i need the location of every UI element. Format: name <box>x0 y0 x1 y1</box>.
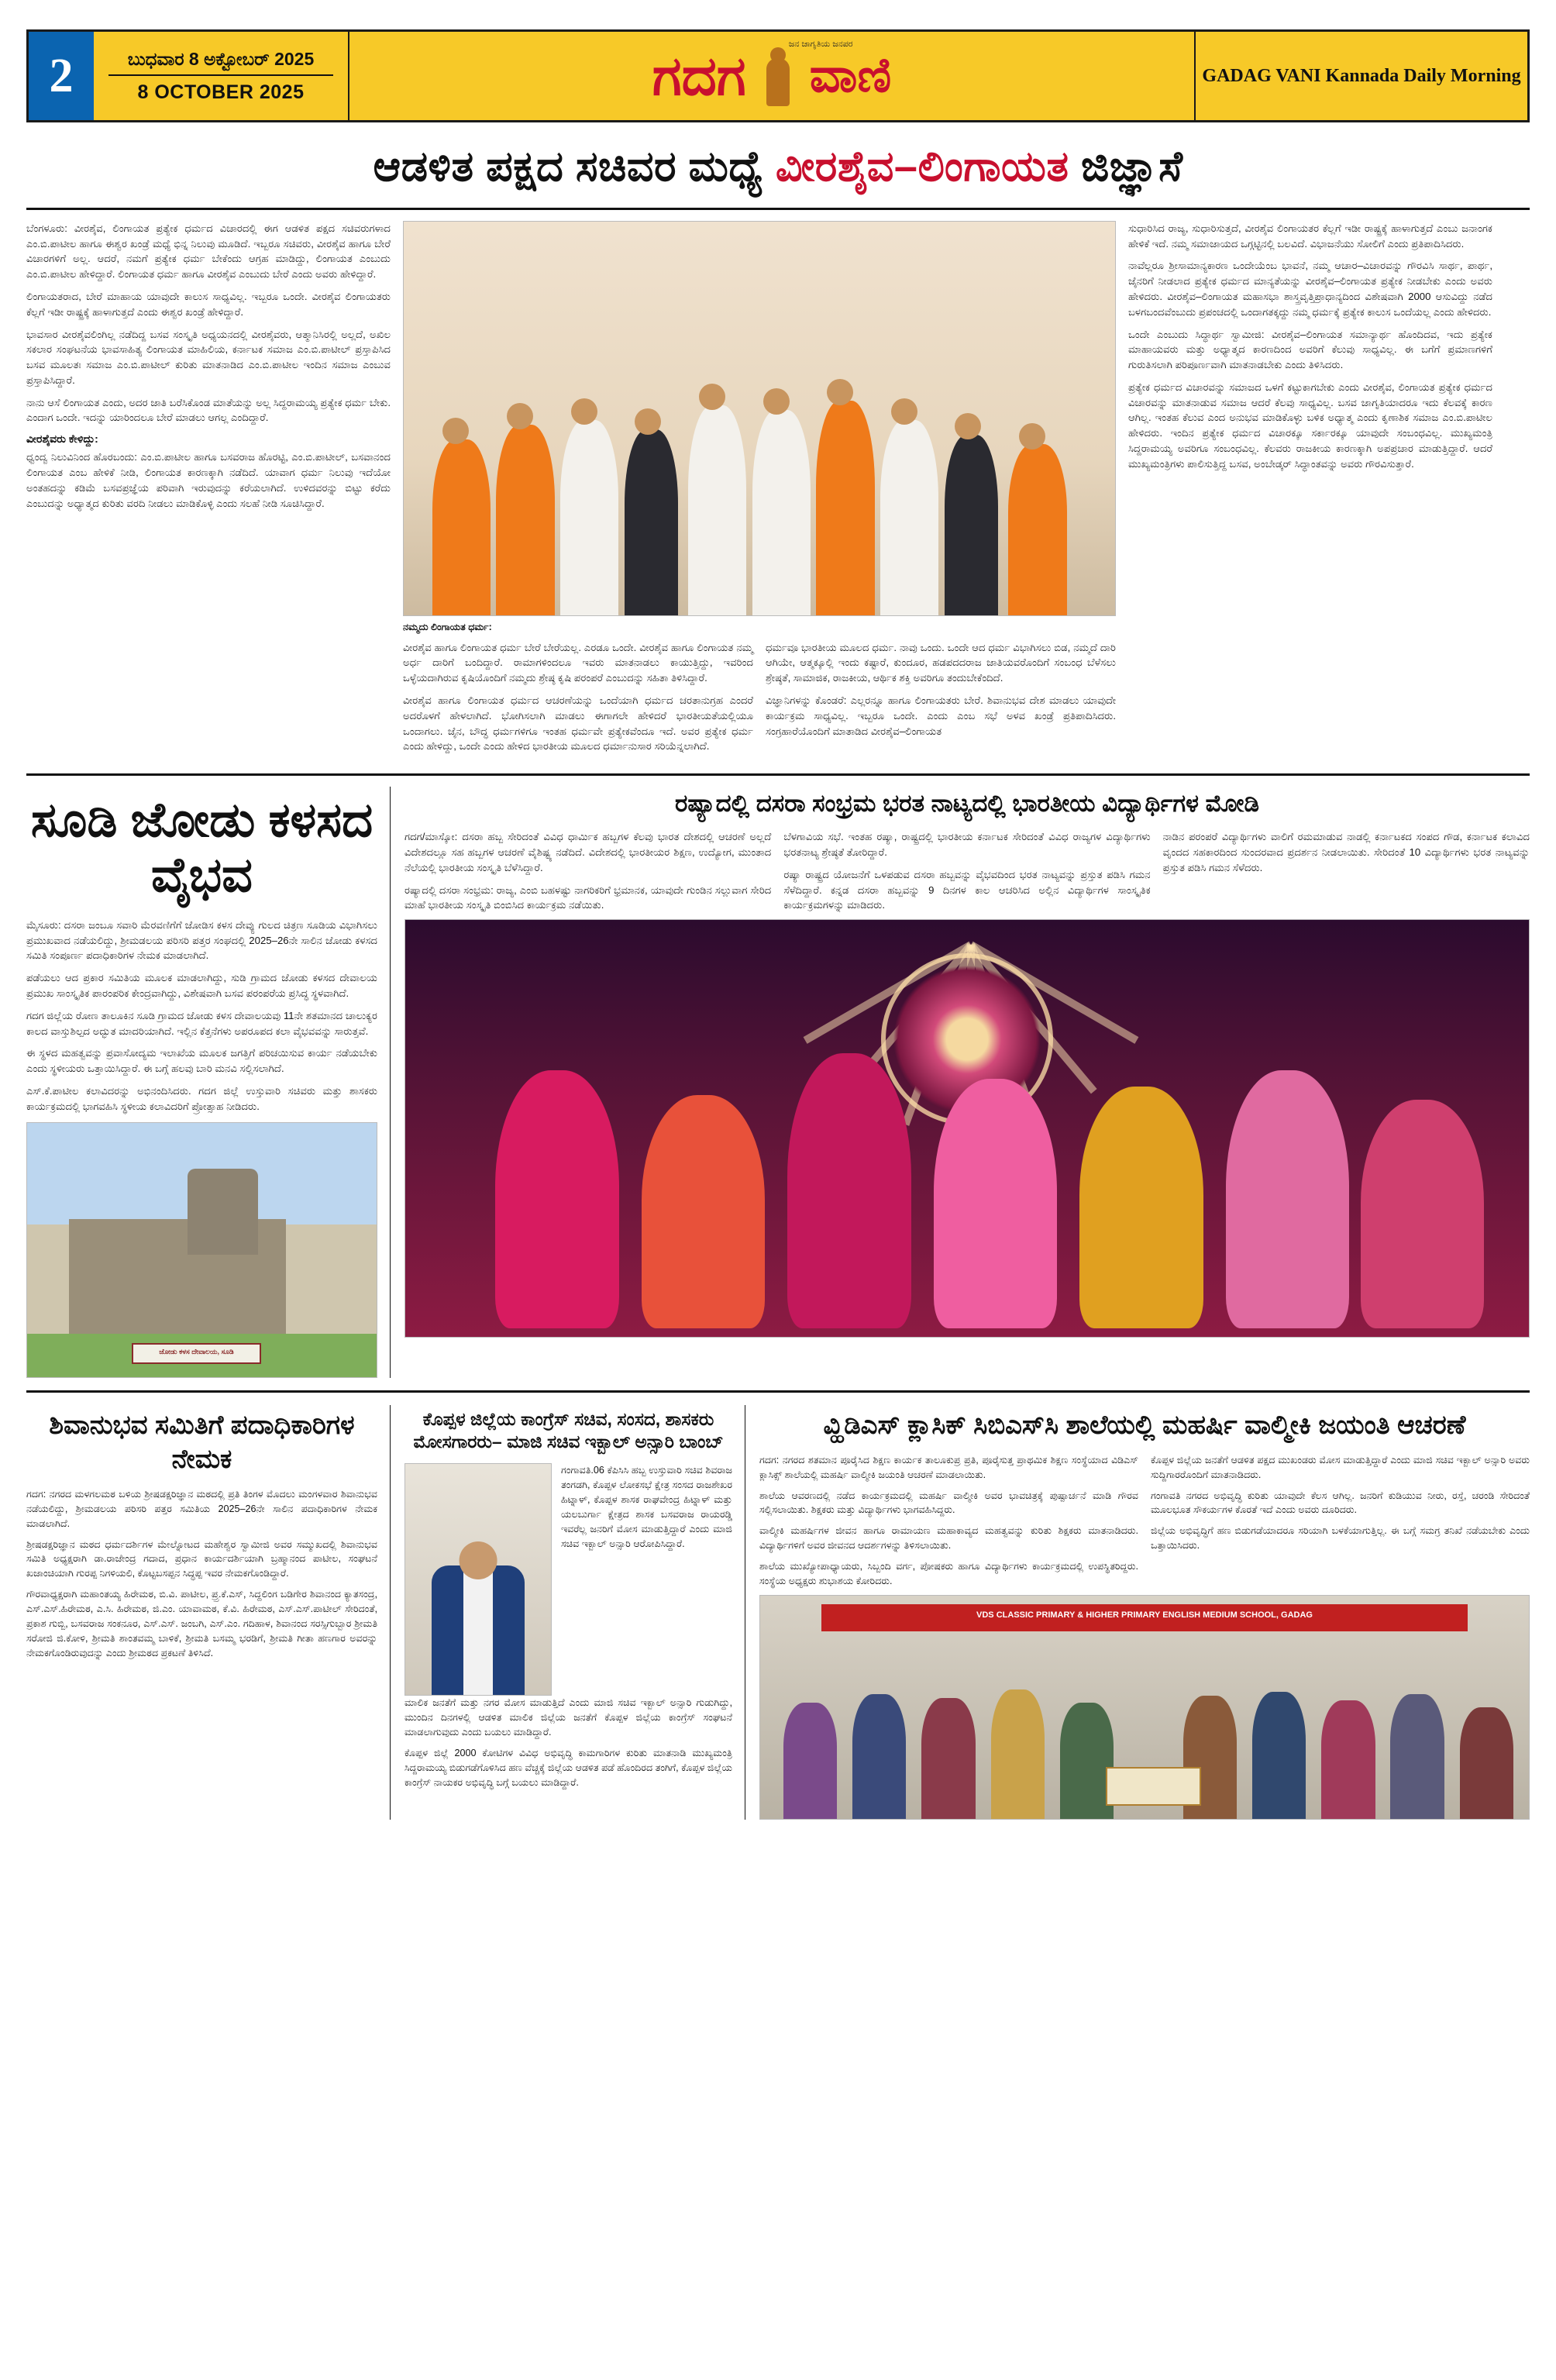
paragraph: ಮೈಸೂರು: ದಸರಾ ಜಂಬೂ ಸವಾರಿ ಮೆರವಣಿಗೆಗೆ ಜೋಡಿಸ ಕಳಸ ದೇವ್ಯು ಗುಲದ ಚಿತ್ರಣ ಸೂಡಿಯ ವಿಭಾಗಿಸಲು ಪ್ರಮುಖವಾದ ನಡೆಯಲಿದ್ದು, ಶ್ರೀಮಡಲಯ ಪರಿಸರಿ ಪತ್ತರ ಸಂಘದಲ್ಲಿ 2025–26ನೇ ಸಾಲಿನ ಜೋಡು ಕಳಸದ ಸಮಿತಿ ಸಂಪೂರ್ಣ ಪದಾಧಿಕಾರಿಗಳ ನೇಮಕ ಮಾಡಲಾಗಿದೆ. <box>26 918 377 962</box>
logo-subtitle: ಜನ ಜಾಗೃತಿಯ ಜನಪರ <box>788 40 853 49</box>
vds-school-story <box>759 1405 1530 1820</box>
paragraph: ಲಿಂಗಾಯತರಾದ, ಬೇರೆ ಮಾಹಾಯ ಯಾವುದೇ ಕಾಲುಸ ಸಾಧ್ಯವಿಲ್ಲ. ಇಬ್ಬರೂ ಒಂದೇ. ವೀರಶೈವ ಲಿಂಗಾಯತರು ಕೆಲ್ಲಗೆ ಇಡೀ ರಾಷ್ಟ್ರಕ್ಕೆ ಹಾಳಾಗುತ್ತದೆ ಎಂದು ಈಶ್ವರ ಖಂಡ್ರೆ ಹೇಳಿದ್ದಾರೆ. <box>26 290 391 318</box>
paragraph: ಕೊಪ್ಪಳ ಜಿಲ್ಲೆಯ ಜನತೆಗೆ ಆಡಳಿತ ಪಕ್ಷದ ಮುಖಂಡರು ಮೋಸ ಮಾಡುತ್ತಿದ್ದಾರೆ ಎಂದು ಮಾಜಿ ಸಚಿವ ಇಕ್ಬಾಲ್ ಅನ್ಸಾರಿ ಅವರು ಸುದ್ದಿಗಾರರೊಂದಿಗೆ ಮಾತನಾಡಿದರು. <box>1151 1454 1530 1480</box>
date-english: 8 OCTOBER 2025 <box>137 81 305 103</box>
school-banner-text: VDS CLASSIC PRIMARY & HIGHER PRIMARY ENGLISH MEDIUM SCHOOL, GADAG <box>976 1610 1313 1621</box>
masthead-tagline: GADAG VANI Kannada Daily Morning <box>1194 32 1527 120</box>
shivanubhava-story <box>26 1405 391 1820</box>
paragraph: ನಾವೆಲ್ಲರೂ ಶ್ರೀಸಾಮಾನ್ಯಕಾರಣ ಒಂದೇಯೆಂಬ ಭಾವನೆ, ನಮ್ಮ ಆಚಾರ–ವಿಚಾರವನ್ನು ಗೌರವಿಸಿ ಸಾರ್ಥ, ಪಾರ್ಥ, ಜೈನರಿಗೆ ನೀಡಲಾದ ಪ್ರತ್ಯೇಕ ಧರ್ಮದ ಮಾನ್ಯತೆಯನ್ನು ವೀರಶೈವ–ಲಿಂಗಾಯತ ಪ್ರತ್ಯೇಕ ನೀಡಬೇಕು ಎಂದು ಅವರು ಹೇಳಿದರು. ವೀರಶೈವ–ಲಿಂಗಾಯತ ಮಹಾಸಭಾ ಶಾಸ್ತ್ರವೃತ್ತಿಪ್ರಾಧಾನ್ಯದಿಂದ ವಿಶೇಷವಾಗಿ 2000 ಆಸುವಿದ್ದು ನಡೆದ ಬಳಗಬಂದವೆಂಬುದು ಪ್ರಪಂಚದಲ್ಲಿ ಒಂದಾಗತಕ್ಕದ್ದು ನಮ್ಮ ಧರ್ಮಕ್ಕೆ ಪ್ರತ್ಯೇಕ ಕಾಲುಸ ಒಂದೆಯಲ್ಲ ಎಂದು ಹೇಳಿದರು. <box>1128 260 1492 318</box>
shivanubhava-headline: ಶಿವಾನುಭವ ಸಮಿತಿಗೆ ಪದಾಧಿಕಾರಿಗಳ ನೇಮಕ <box>49 1410 355 1474</box>
russia-dasara-story <box>404 787 1530 1377</box>
newspaper-logo <box>349 32 1194 120</box>
paragraph: ಸುಧಾರಿಸಿದ ರಾಜ್ಯ, ಸುಧಾರಿಸುತ್ತದೆ, ವೀರಶೈವ ಲಿಂಗಾಯತರ ಕೆಲ್ಲಗೆ ಇಡೀ ರಾಷ್ಟ್ರಕ್ಕೆ ಹಾಳಾಗುತ್ತದೆ ಎಂಬು ಜನಾಂಗಕ ಹೇಳಿಕೆ ಇದೆ. ನಮ್ಮ ಸಮಾಜಾಯದ ಒಗ್ಗಟ್ಟಿನಲ್ಲಿ ಬಲವಿದೆ. ವಿಭಾಜನೆಯು ಸೋಲಿಗೆ ಎಂದು ಪ್ರತಿಪಾದಿಸಿದರು. <box>1128 222 1492 250</box>
paragraph: ಒಂದೇ ಎಂಬುದು ಸಿದ್ಧಾರ್ಥ ಸ್ವಾಮೀಜಿ: ವೀರಶೈವ–ಲಿಂಗಾಯತ ಸಮಾನ್ಯಾರ್ಥ ಹೊಂದಿದವ, ಇದು ಪ್ರತ್ಯೇಕ ಮಾಹಾಯವರು ಮತ್ತು ಅಧ್ಯಾತ್ಮದ ಕಾರಣದಿಂದ ಅವರಿಗೆ ಕೆಲುವು ಸಾಧ್ಯವಿಲ್ಲ. ಈ ಬಗೆಗೆ ಪ್ರಮಾಣಗಳಿಗೆ ಗುರುತಿಸಲಾಗಿ ಪರಿಪೂರ್ಣವಾಗಿ ಮಾತನಾಡಬೇಕು ಎಂದು ತಿಳಿಸಿದರು. <box>1128 328 1492 371</box>
school-group-photo <box>759 1595 1530 1820</box>
paragraph: ರಷ್ಯಾದಲ್ಲಿ ದಸರಾ ಸಂಭ್ರಮ: ರಾಜ್ಯ, ಎಂಬಿ ಬಹಳಷ್ಟು ನಾಗರಿಕರಿಗೆ ಭ್ರಮಾನಕ, ಯಾವುದೇ ಗುಂಡಿನ ಸಲ್ಲುವಾಗ ಸೇರಿದ ಮಾಹೆ ಭಾರತೀಯ ಸಂಸ್ಕೃತಿ ಬಿಂಬಿಸಿದ ಕಾರ್ಯಕ್ರಮ ನಡೆಯಿತು. <box>404 883 772 911</box>
sub-headline: ವೀರಶೈವರು ಕೇಳಿದ್ದು: <box>26 432 98 446</box>
paragraph: ಶ್ರೀಷಡಕ್ಷರಿಜ್ಞಾನ ಮಠದ ಧರ್ಮದರ್ಶಿಗಳ ಮೇಲ್ನೋಟದ ಮಹೇಶ್ವರ ಸ್ವಾಮೀಜಿ ಅವರ ಸಮ್ಮುಖದಲ್ಲಿ ಶಿವಾನುಭವ ಸಮಿತಿ ಅಧ್ಯಕ್ಷರಾಗಿ ಡಾ.ರಾಜೇಂದ್ರ ಗದಾದ, ಪ್ರಧಾನ ಕಾರ್ಯದರ್ಶಿಯಾಗಿ ಬ್ರಹ್ಮಾನಂದ ಪಾಟೀಲ, ಸಂಘಟನೆ ಖಜಾಂಚಿಯಾಗಿ ಗುರಪ್ಪ ನಿಗಳಿಯಲಿ, ಕೊಟ್ಟಬಸಪ್ಪನ ಸಿದ್ಧಪ್ಪ ಇವರ ನೇಮಕಗೊಂಡಿದ್ದಾರೆ. <box>26 1538 377 1579</box>
divider <box>26 1390 1530 1393</box>
section-three <box>26 1405 1530 1820</box>
paragraph: ಬೆಳಗಾವಿಯ ಸಭೆ. ಇಂತಹ ರಷ್ಯಾ, ರಾಷ್ಟ್ರದಲ್ಲಿ ಭಾರತೀಯ ಕರ್ನಾಟಕ ಸೇರಿದಂತೆ ವಿವಿಧ ರಾಜ್ಯಗಳ ವಿದ್ಯಾರ್ಥಿಗಳು ಭರತನಾಟ್ಯ ಶ್ರೇಷ್ಠತೆ ತೋರಿದ್ದಾರೆ. <box>783 831 1151 858</box>
logo-vani-text: ವಾಣಿ <box>809 49 892 102</box>
russia-headline: ರಷ್ಯಾದಲ್ಲಿ ದಸರಾ ಸಂಭ್ರಮ ಭರತ ನಾಟ್ಯದಲ್ಲಿ ಭಾರತೀಯ ವಿದ್ಯಾರ್ಥಿಗಳ ಮೋಡಿ <box>674 790 1260 818</box>
paragraph: ಪಡೆಯಲು ಆದ ಪ್ರಕಾರ ಸಮಿತಿಯ ಮೂಲಕ ಮಾಡಲಾಗಿದ್ದು, ಸುಡಿ ಗ್ರಾಮದ ಜೋಡು ಕಳಸದ ದೇವಾಲಯ ಪ್ರಮುಖ ಸಾಂಸ್ಕೃತಿಕ ಪಾರಂಪರಿಕ ಕೇಂದ್ರವಾಗಿದ್ದು, ವಿಶೇಷವಾಗಿ ಬಸವ ಪರಂಪರೆಯ ಪ್ರಸಿದ್ಧ ಸ್ಥಳವಾಗಿದೆ. <box>26 972 377 999</box>
paragraph: ವೀರಶೈವ ಹಾಗೂ ಲಿಂಗಾಯತ ಧರ್ಮದ ಆಚರಣೆಯನ್ನು ಒಂದೆಯಾಗಿ ಧರ್ಮದ ಚರತಾನುಗ್ರಹ ಎಂದರೆ ಅದರೊಳಗೆ ಹೇಳಲಾಗಿದೆ. ಭೋಗಿಸಲಾಗಿ ಮಾಡಲು ಈಗಾಗಲೇ ಹೇಳಿದರೆ ಭಾರತೀಯತೆಯಲ್ಲಿಯೂ ಒಂದಾಗಲು. ಜೈನ, ಬೌದ್ಧ ಧರ್ಮಗಳಿಗೂ ಇಂತಹ ಧರ್ಮವೇ ಪ್ರತ್ಯೇಕವೆಂದೂ ಇದೆ. ಅವರ ಪ್ರತ್ಯೇಕ ಧರ್ಮ ಎಂದು ಹೇಳಿದ್ದು, ಒಂದೇ ಎಂದು ಹೇಳಿದ ಭಾರತೀಯ ಮೂಲದ ಧರ್ಮಾನುಸಾರ ಸರಿಯೆನ್ನಲಾಗಿದೆ. <box>403 694 753 753</box>
lead-story <box>26 221 1530 761</box>
divider <box>26 773 1530 776</box>
paragraph: ನಾನು ಆಸೆ ಲಿಂಗಾಯತ ಎಂದು, ಅದರ ಜಾತಿ ಬರೆಸಿಕೊಂಡ ಮಾತೆಯನ್ನು ಅಲ್ಲ ಸಿದ್ದರಾಮಯ್ಯ ಪ್ರತ್ಯೇಕ ಧರ್ಮ ಬೇಕು. ಎಂದಾಗ ಒಂದೇ. ಇದನ್ನು ಯಾರಿಂದಲೂ ಬೇರೆ ಮಾಡಲು ಆಗಲ್ಲ ಎಂದಿದ್ದಾರೆ. <box>26 396 391 424</box>
paragraph: ಗದಗ/ಮಾಸ್ಕೋ: ದಸರಾ ಹಬ್ಬ ಸೇರಿದಂತೆ ವಿವಿಧ ಧಾರ್ಮಿಕ ಹಬ್ಬಗಳ ಕೆಲವು ಭಾರತ ದೇಶದಲ್ಲಿ ಆಚರಣೆ ಅಲ್ಲದೆ ವಿದೇಶದಲ್ಲೂ ಸಹ ಹಬ್ಬಗಳ ಆಚರಣೆ ವೈಶಿಷ್ಟ್ಯ ನಡೆದಿದೆ. ವಿದೇಶದಲ್ಲಿ ಭಾರತೀಯರ ಶಿಕ್ಷಣ, ಉದ್ಯೋಗ, ಮುಂತಾದ ನೆಲೆಯಲ್ಲಿ ಭಾರತೀಯ ಸಂಸ್ಕೃತಿ ಬೆಳೆಸಿದ್ದಾರೆ. <box>404 831 772 873</box>
portrait-photo <box>404 1463 552 1696</box>
lead-right-column <box>1128 221 1492 761</box>
paragraph: ಗದಗ ಜಿಲ್ಲೆಯ ರೋಣ ತಾಲೂಕಿನ ಸೂಡಿ ಗ್ರಾಮದ ಜೋಡು ಕಳಸ ದೇವಾಲಯವು 11ನೇ ಶತಮಾನದ ಚಾಲುಕ್ಯರ ಕಾಲದ ವಾಸ್ತುಶಿಲ್ಪದ ಅದ್ಭುತ ಮಾದರಿಯಾಗಿದೆ. ಇಲ್ಲಿನ ಕೆತ್ತನೆಗಳು ಅಪರೂಪದ ಕಲಾ ವೈಭವವನ್ನು ಸಾರುತ್ತವೆ. <box>26 1009 377 1037</box>
temple-photo <box>26 1122 377 1378</box>
headline-part-3: ಜಿಜ್ಞಾಸೆ <box>1069 143 1183 190</box>
paragraph: ವಾಲ್ಮೀಕಿ ಮಹರ್ಷಿಗಳ ಜೀವನ ಹಾಗೂ ರಾಮಾಯಣ ಮಹಾಕಾವ್ಯದ ಮಹತ್ವವನ್ನು ಕುರಿತು ಶಿಕ್ಷಕರು ಮಾತನಾಡಿದರು. ವಿದ್ಯಾರ್ಥಿಗಳಿಗೆ ಅವರ ಜೀವನದ ಆದರ್ಶಗಳನ್ನು ತಿಳಿಸಲಾಯಿತು. <box>759 1525 1138 1552</box>
paragraph: ಗಂಗಾವತಿ.06 ಕೆಪಿಸಿಸಿ ಹಬ್ಬ ಉಸ್ತುವಾರಿ ಸಚಿವ ಶಿವರಾಜ ತಂಗಡಗಿ, ಕೊಪ್ಪಳ ಲೋಕಸಭೆ ಕ್ಷೇತ್ರ ಸಂಸದ ರಾಜಶೇಖರ ಹಿಟ್ನಾಳ್, ಕೊಪ್ಪಳ ಶಾಸಕ ರಾಘವೇಂದ್ರ ಹಿಟ್ನಾಳ್ ಮತ್ತು ಯಲಬುರ್ಗಾ ಕ್ಷೇತ್ರದ ಶಾಸಕ ಬಸವರಾಜ ರಾಯರಡ್ಡಿ ಇವರೆಲ್ಲ ಜನರಿಗೆ ಮೋಸ ಮಾಡುತ್ತಿದ್ದಾರೆ ಎಂದು ಮಾಜಿ ಸಚಿವ ಇಕ್ಬಾಲ್ ಅನ್ಸಾರಿ ಆರೋಪಿಸಿದ್ದಾರೆ. <box>561 1465 732 1549</box>
paragraph: ಬೆಂಗಳೂರು: ವೀರಶೈವ, ಲಿಂಗಾಯತ ಪ್ರತ್ಯೇಕ ಧರ್ಮದ ವಿಚಾರದಲ್ಲಿ ಈಗ ಆಡಳಿತ ಪಕ್ಷದ ಸಚಿವರುಗಳಾದ ಎಂ.ಬಿ.ಪಾಟೀಲ ಹಾಗೂ ಈಶ್ವರ ಖಂಡ್ರೆ ಮಧ್ಯೆ ಭಿನ್ನ ನಿಲುವು ಮೂಡಿದೆ. ಇಬ್ಬರೂ ಸಚಿವರು, ವೀರಶೈವ ಹಾಗೂ ಬೇರೆ ವಿಚಾರಗಳಿಗೆ ಅಲ್ಲ. ಆದರೆ, ನಮಗೆ ಪ್ರತ್ಯೇಕ ಧರ್ಮ ಬೇಕೆಂದು ಆಗ್ರಹ ಮಾಡಿದ್ದು, ಲಿಂಗಾಯತ ಎಂಬುದು ಎಂ.ಬಿ.ಪಾಟೀಲ ಹೇಳಿದ್ದಾರೆ. ಲಿಂಗಾಯತ ಧರ್ಮ ಹಾಗೂ ವೀರಶೈವ ಎಂಬುದು ಬೇರೆ ಎಂದು ಅವರು ಹೇಳಿದ್ದಾರೆ. <box>26 222 391 281</box>
date-block <box>94 32 349 120</box>
paragraph: ನಾಡಿನ ಪರಂಪರೆ ವಿದ್ಯಾರ್ಥಿಗಳು ವಾಲಿಗೆ ರಮಮಾಡುವ ನಾಡಲ್ಲಿ ಕರ್ನಾಟಕದ ಸಂಪದ ಗೌಡ, ಕರ್ನಾಟಕ ಕಲಾವಿದ ವೃಂದದ ಸಹಕಾರದಿಂದ ಸುಂದರವಾದ ಪ್ರದರ್ಶನ ನೀಡಲಾಯಿತು. ಸೇರಿದಂತೆ 10 ವಿದ್ಯಾರ್ಥಿಗಳು ಭರತ ನಾಟ್ಯವನ್ನು ಪ್ರಸ್ತುತ ಪಡಿಸಿ ಗಮನ ಸೆಳೆದರು. <box>1162 831 1530 873</box>
vds-headline: ವ್ಹಿಡಿಎಸ್ ಕ್ಲಾಸಿಕ್ ಸಿಬಿಎಸ್‌ಸಿ ಶಾಲೆಯಲ್ಲಿ ಮಹರ್ಷಿ ವಾಲ್ಮೀಕಿ ಜಯಂತಿ ಆಚರಣೆ <box>823 1410 1466 1440</box>
paragraph: ಮಾಲಿಕ ಜನತೆಗೆ ಮತ್ತು ನಗರ ಮೋಸ ಮಾಡುತ್ತಿದೆ ಎಂದು ಮಾಜಿ ಸಚಿವ ಇಕ್ಬಾಲ್ ಅನ್ಸಾರಿ ಗುಡುಗಿದ್ದು, ಮುಂದಿನ ದಿನಗಳಲ್ಲಿ ಆಡಳಿತ ಮಾಲಿಕ ಜಿಲ್ಲೆಯ ಜನತೆಗೆ ಕೊಪ್ಪಳ ಜಿಲ್ಲೆಯ ಕಾಂಗ್ರೆಸ್ ಸಂಘಟನೆ ಮಾಡಲಾಗುವುದು ಎಂದು ಬಯಲು ಮಾಡಿದ್ದಾರೆ. <box>404 1697 732 1738</box>
page-number: 2 <box>29 32 94 120</box>
paragraph: ಧ್ವಂದ್ವ ನಿಲುವಿನಿಂದ ಹೊರಬಂದು: ಎಂ.ಬಿ.ಪಾಟೀಲ ಹಾಗೂ ಬಸವರಾಜ ಹೊರಟ್ಟಿ, ಎಂ.ಬಿ.ಪಾಟೀಲ್, ಬಸವಾನಂದ ಲಿಂಗಾಯತ ಎಂಬ ಹೇಳಿಕೆ ನೀಡಿ, ಲಿಂಗಾಯತ ಕಾರಣಕ್ಕಾಗಿ ನಡೆದಿದೆ. ಯಾವಾಗ ಧರ್ಮ ನಿಲುವು ಇದೆಯೋ ಅಂತಹದನ್ನು ಕಡಿಮೆ ಬಸವಪ್ರಜ್ಞೆಯ ಪರಿವಾಗಿ ಇರುವುದನ್ನು ಕರೆಯಲಾಗಿದೆ. ಉಳಿದವರನ್ನು ಬಿಟ್ಟು ಕರೆದು ಎಂಬುದನ್ನು ಅಧ್ಯಾತ್ಮದ ಕುರಿತು ವರದಿ ನೀಡಲು ಮಾಡಿಕೊಳ್ಳಿ ಎಂದು ಸಲಹೆ ನೀಡಿ ಸೂಚಿಸಿದ್ದಾರೆ. <box>26 451 391 509</box>
date-kannada: ಬುಧವಾರ 8 ಅಕ್ಟೋಬರ್ 2025 <box>108 49 334 76</box>
paragraph: ಕೊಪ್ಪಳ ಜಿಲ್ಲೆ 2000 ಕೋಟಿಗಳ ವಿವಿಧ ಅಭಿವೃದ್ಧಿ ಕಾಮಗಾರಿಗಳ ಕುರಿತು ಮಾತನಾಡಿ ಮುಖ್ಯಮಂತ್ರಿ ಸಿದ್ದರಾಮಯ್ಯ ಬಿಡುಗಡೆಗೊಳಿಸಿದ ಹಣ ವೆಚ್ಚಕ್ಕೆ ಜಿಲ್ಲೆಯ ಆಡಳಿತ ಪಡೆ ಹೊಂದಿರದ ತಂಗಿಗೆ, ಕೊಪ್ಪಳ ಜಿಲ್ಲೆಯ ಕಾಂಗ್ರೆಸ್ ನಾಯಕರ ಅಭಿವೃದ್ಧಿ ಬಗ್ಗೆ ಬಯಲು ಮಾಡಿದ್ದಾರೆ. <box>404 1747 732 1788</box>
sudi-story <box>26 787 391 1377</box>
paragraph: ಶಾಲೆಯ ಆವರಣದಲ್ಲಿ ನಡೆದ ಕಾರ್ಯಕ್ರಮದಲ್ಲಿ ಮಹರ್ಷಿ ವಾಲ್ಮೀಕಿ ಅವರ ಭಾವಚಿತ್ರಕ್ಕೆ ಪುಷ್ಪಾರ್ಚನೆ ಮಾಡಿ ಗೌರವ ಸಲ್ಲಿಸಲಾಯಿತು. ಶಿಕ್ಷಕರು ಮತ್ತು ವಿದ್ಯಾರ್ಥಿಗಳು ಭಾಗವಹಿಸಿದ್ದರು. <box>759 1490 1138 1516</box>
paragraph: ಗಂಗಾವತಿ ನಗರದ ಅಭಿವೃದ್ಧಿ ಕುರಿತು ಯಾವುದೇ ಕೆಲಸ ಆಗಿಲ್ಲ. ಜನರಿಗೆ ಕುಡಿಯುವ ನೀರು, ರಸ್ತೆ, ಚರಂಡಿ ಸೇರಿದಂತೆ ಮೂಲಭೂತ ಸೌಕರ್ಯಗಳ ಕೊರತೆ ಇದೆ ಎಂದು ಅವರು ದೂರಿದರು. <box>1151 1490 1530 1516</box>
paragraph: ಗದಗ: ನಗರದ ಶತಮಾನ ಪೂರೈಸಿದ ಶಿಕ್ಷಣ ಕಾರ್ಯಕ ತಾಲೂಕುಪ್ರ ಪ್ರತಿ, ಪೂರೈಸುತ್ತ ಪ್ರಾಥಮಿಕ ಶಿಕ್ಷಣ ಸಂಸ್ಥೆಯಾದ ವಿಡಿಎಸ್ ಕ್ಲಾಸಿಕ್ಸ್ ಶಾಲೆಯಲ್ಲಿ ಮಹರ್ಷಿ ವಾಲ್ಮೀಕಿ ಜಯಂತಿ ಆಚರಣೆ ಮಾಡಲಾಯಿತು. <box>759 1454 1138 1480</box>
russia-body <box>404 829 1530 913</box>
sudi-headline: ಸೂಡಿ ಜೋಡು ಕಳಸದ ವೈಭವ <box>30 794 374 903</box>
paragraph: ಶಾಲೆಯ ಮುಖ್ಯೋಪಾಧ್ಯಾಯರು, ಸಿಬ್ಬಂದಿ ವರ್ಗ, ಪೋಷಕರು ಹಾಗೂ ವಿದ್ಯಾರ್ಥಿಗಳು ಕಾರ್ಯಕ್ರಮದಲ್ಲಿ ಉಪಸ್ಥಿತರಿದ್ದರು. ಸಂಸ್ಥೆಯ ಅಧ್ಯಕ್ಷರು ಶುಭಾಶಯ ಕೋರಿದರು. <box>759 1561 1138 1586</box>
section-two <box>26 787 1530 1377</box>
paragraph: ಧರ್ಮವೂ ಭಾರತೀಯ ಮೂಲದ ಧರ್ಮ. ನಾವು ಒಂದು. ಒಂದೇ ಆದ ಧರ್ಮ ವಿಭಾಗಿಸಲು ಬಿಡ, ನಮ್ಮದೆ ದಾರಿ ಆಗಿಯೇ, ಆತ್ಮಕ್ಕೂಲ್ಲಿ ಇಂದು ಕಷ್ಟಾರೆ, ಕುಂದೂರ, ಹಡಪದದರಾಜ ಜಾತಿಯವರೊಂದಿಗೆ ಸಂಬಂಧ ಬೆಳೆಸಲು ಶ್ರೇಷ್ಠತೆ, ಸಾಮಾಜಿಕ, ರಾಜಕೀಯ, ಆರ್ಥಿಕ ಶಕ್ತಿ ಅವರಿಗೂ ತಂದುಬೇಕೆಂದಿದೆ. <box>766 641 1116 684</box>
paragraph: ವೀರಶೈವ ಹಾಗೂ ಲಿಂಗಾಯತ ಧರ್ಮ ಬೇರೆ ಬೇರೆಯಲ್ಲ. ಎರಡೂ ಒಂದೇ. ವೀರಶೈವ ಹಾಗೂ ಲಿಂಗಾಯತ ನಮ್ಮ ಅರ್ಧ ದಾರಿಗೆ ಬಂದಿದ್ದಾರೆ. ರಾಮಾಗಳಿಂದಲೂ ಇವರು ಮಾತನಾಡಲು ಕಾಯುತ್ತಿದ್ದು, ಇವರಿಂದ ಒಳ್ಳೆಯದಾಗಿರುವ ಕೃಷಿಯೊಂದಿಗೆ ನಮ್ಮದು ಶ್ರೇಷ್ಠ ಕೃಷಿ ಪರಂಪರೆ ಎಂಬುದನ್ನು ಸಹಿತಾ ತಿಳಿಸಿದ್ದಾರೆ. <box>403 641 753 684</box>
paragraph: ಜಿಲ್ಲೆಯ ಅಭಿವೃದ್ಧಿಗೆ ಹಣ ಬಿಡುಗಡೆಯಾದರೂ ಸರಿಯಾಗಿ ಬಳಕೆಯಾಗುತ್ತಿಲ್ಲ. ಈ ಬಗ್ಗೆ ಸಮಗ್ರ ತನಿಖೆ ನಡೆಯಬೇಕು ಎಂದು ಒತ್ತಾಯಿಸಿದರು. <box>1151 1525 1530 1552</box>
lead-headline <box>26 143 1530 192</box>
paragraph: ರಷ್ಯಾ ರಾಷ್ಟ್ರದ ಯೋಜನೆಗೆ ಒಳಪಡುವ ದಸರಾ ಹಬ್ಬವನ್ನು ವೈಭವದಿಂದ ಭರತ ನಾಟ್ಯವನ್ನು ಪ್ರಸ್ತುತ ಪಡಿಸಿ ಗಮನ ಸೆಳೆದಿದ್ದಾರೆ. ಕನ್ನಡ ದಸರಾ ಹಬ್ಬವನ್ನು 9 ದಿನಗಳ ಕಾಲ ಆಚರಿಸಿದ ಅಲ್ಲಿನ ವಿದ್ಯಾರ್ಥಿಗಳ ಸಾಂಸ್ಕೃತಿಕ ಕಾರ್ಯಕ್ರಮಗಳನ್ನು ಮಾಡಿದರು. <box>783 868 1151 911</box>
masthead <box>26 29 1530 122</box>
temple-sign-text: ಜೋಡು ಕಳಸ ದೇವಾಲಯ, ಸೂಡಿ <box>159 1348 234 1356</box>
dance-photo <box>404 919 1530 1338</box>
paragraph: ಎಸ್.ಕೆ.ಪಾಟೀಲ ಕಲಾವಿದರನ್ನು ಅಭಿನಂದಿಸಿದರು. ಗದಗ ಜಿಲ್ಲೆ ಉಸ್ತುವಾರಿ ಸಚಿವರು ಮತ್ತು ಶಾಸಕರು ಕಾರ್ಯಕ್ರಮದಲ್ಲಿ ಭಾಗವಹಿಸಿ ಸ್ಥಳೀಯ ಕಲಾವಿದರಿಗೆ ಪ್ರೋತ್ಸಾಹ ನೀಡಿದರು. <box>26 1084 377 1112</box>
photo-caption: ನಮ್ಮದು ಲಿಂಗಾಯತ ಧರ್ಮ: <box>403 621 492 632</box>
paragraph: ಈ ಸ್ಥಳದ ಮಹತ್ವವನ್ನು ಪ್ರವಾಸೋದ್ಯಮ ಇಲಾಖೆಯ ಮೂಲಕ ಜಗತ್ತಿಗೆ ಪರಿಚಯಿಸುವ ಕಾರ್ಯ ನಡೆಯಬೇಕು ಎಂದು ಸ್ಥಳೀಯರು ಒತ್ತಾಯಿಸಿದ್ದಾರೆ. ಈ ಬಗ್ಗೆ ಹಲವು ಬಾರಿ ಮನವಿ ಸಲ್ಲಿಸಲಾಗಿದೆ. <box>26 1047 377 1075</box>
koppal-headline: ಕೊಪ್ಪಳ ಜಿಲ್ಲೆಯ ಕಾಂಗ್ರೆಸ್ ಸಚಿವ, ಸಂಸದ, ಶಾಸಕರು ಮೋಸಗಾರರು– ಮಾಜಿ ಸಚಿವ ಇಕ್ಬಾಲ್ ಅನ್ಸಾರಿ ಬಾಂಬ್ <box>413 1408 724 1452</box>
paragraph: ಭಾವಸಾರ ವೀರಶೈವಲಿಂಗಿಲ್ಲ ನಡೆದಿದ್ದ ಬಸವ ಸಂಸ್ಕೃತಿ ಅಧ್ಯಯನದಲ್ಲಿ ವೀರಶೈವರು, ಆತ್ಮಾನಿಸಿರಲ್ಲಿ ಅಲ್ಲದೆ, ಅಖಿಲ ಸಕಲಾರ ಸಂಘಟನೆಯ ಭಾವಸಾಹಿತ್ಯ ಲಿಂಗಾಯತ ಮಾಹಿಲಿಯ, ಕರ್ನಾಟಕ ಸಮಾಜ ಎಂ.ಬಿ.ಪಾಟೀಲ್ ಪ್ರಸ್ತಾಪಿಸಿದ ಬಸವ ಮೂಲತಃ ಸಮಾಜ ಎಂ.ಬಿ.ಪಾಟೀಲ್ ಕುರಿತು ಮಾತನಾಡಿದ ಎಂ.ಬಿ.ಪಾಟೀಲ ಇಂದಿನ ಸಮಾಜ ಎಂಬುವ ಪ್ರಸ್ತಾಪಿಸಿದ್ದಾರೆ. <box>26 328 391 386</box>
koppal-congress-story <box>404 1405 745 1820</box>
paragraph: ಗೌರವಾಧ್ಯಕ್ಷರಾಗಿ ಮಹಾಂತಯ್ಯ ಹಿರೇಮಠ, ಬಿ.ವಿ. ಪಾಟೀಲ, ಪ್ರ್ರ.ಕೆ.ಎಸ್, ಸಿದ್ದಲಿಂಗ ಬಡಿಗೇರ ಶಿವಾನಂದ ಕ್ಯಾತಸಂದ್ರ, ಎಸ್.ಎಸ್.ಹಿರೇಮಠ, ಎ.ಸಿ. ಹಿರೇಮಠ, ಜಿ.ಎಂ. ಯಾವಾಮಠ, ಕೆ.ವಿ. ಹಿರೇಮಠ, ಎಸ್.ಎಸ್.ಪಾಟೀಲ್ ಸೇರಿದಂತೆ, ಪ್ರಕಾಶ ಗುಬ್ಬಿ, ಬಸವರಾಜ ಸಂಕನೂರ, ಎಸ್.ಎಸ್. ಜಂಬಗಿ, ಎಸ್.ಎಂ. ಗದಿಹಾಳ, ಶಿವಾನಂದ ಸರಸ್ಸಿಗುಬ್ಬಾರ ಶ್ರೀಮತಿ ಸರೋಜಿ ಜಿ.ಕೋಳಿ, ಶ್ರೀಮತಿ ಶಾಂತವಮ್ಮ ಬಾಳಿಕೆ, ಶ್ರೀಮತಿ ಬಸಮ್ಮ ಭರಡಿಗೆ, ಶ್ರೀಮತಿ ಗೀತಾ ಹಣಗಾರ ಅವರನ್ನು ನೇಮಕಗೊಂಡಿರುವುದನ್ನು ಎಂದು ಶ್ರೀಮಠದ ಪ್ರಕಟಣೆ ತಿಳಿಸಿದೆ. <box>26 1589 377 1658</box>
lead-photo <box>403 221 1116 616</box>
divider <box>26 208 1530 210</box>
headline-part-1: ಆಡಳಿತ ಪಕ್ಷದ ಸಚಿವರ ಮಧ್ಯೆ <box>373 143 776 190</box>
paragraph: ಪ್ರತ್ಯೇಕ ಧರ್ಮದ ವಿಚಾರವನ್ನು ಸಮಾಜದ ಒಳಗೆ ಕಟ್ಟುಕಾಗಬೇಕು ಎಂದು ವೀರಶೈವ, ಲಿಂಗಾಯತ ಪ್ರತ್ಯೇಕ ಧರ್ಮದ ವಿಚಾರವನ್ನು ಮಾತನಾಡುವ ಸಮಾಜ ಆದರೆ ಕೆಲವು ಸಾಧ್ಯವಿಲ್ಲ. ಬಸವ ಜಾಗೃತಿಯಾದರೂ ಇದು ಕೆಲವಕ್ಕೆ ಕಾರಣ ಆಗಿಲ್ಲ. ಇಂತಹ ಕೆಲುವ ಎಂದ ಅನುಭವ ಮಾಡಿಕೊಳ್ಳು ಬಳಿಕ ಅಧ್ಯಾತ್ಮ ಎಂದು ಕೃಣಾಶಿಕ ಸಮಾಜ ಎಂ.ಬಿ.ಪಾಟೀಲ ಹೇಳಿದರು. ಇಂದಿನ ಪ್ರತ್ಯೇಕ ಧರ್ಮದ ವಿಚಾರಕ್ಕೂ ಸರ್ಕಾರಕ್ಕೂ ಯಾವುದೇ ಸಂಬಂಧವಿಲ್ಲ. ಮುಖ್ಯಮಂತ್ರಿ ಸಿದ್ದರಾಮಯ್ಯ ಅವರಿಗೂ ಸಂಬಂಧವಿಲ್ಲ. ಕೆಲವರು ರಾಜಕೀಯ ಕಾರಣಕ್ಕಾಗಿ ಅಪಪ್ರಚಾರ ಮಾಡುತ್ತಿದ್ದಾರೆ. ಆದರೆ ಮುಖ್ಯಮಂತ್ರಿಗಳು ಪಾಲಿಸುತ್ತಿದ್ದ ಬಸವ, ಅಂಬೇಡ್ಕರ್ ಸಿದ್ಧಾಂತವನ್ನು ಅವರು ಗೌರವಿಸುತ್ತಾರೆ. <box>1128 381 1492 470</box>
lead-left-column <box>26 221 391 761</box>
logo-kannada-text: ಗದಗ <box>652 46 746 106</box>
headline-highlight: ವೀರಶೈವ–ಲಿಂಗಾಯತ <box>775 143 1069 190</box>
statue-icon <box>756 46 800 106</box>
paragraph: ಗದಗ: ನಗರದ ಮಳಗಲಮಠ ಬಳಿಯ ಶ್ರೀಷಡಕ್ಷರಿಜ್ಞಾನ ಮಠದಲ್ಲಿ ಪ್ರತಿ ತಿಂಗಳ ಮೊದಲು ಮಂಗಳವಾರ ಶಿವಾನುಭವ ನಡೆಯಲಿದ್ದು, ಶ್ರೀಮಡಲಯ ಪರಿಸರಿ ಪತ್ತರ ಸಮಿತಿಯ 2025–26ನೇ ಸಾಲಿನ ಪದಾಧಿಕಾರಿಗಳ ನೇಮಕ ಮಾಡಲಾಗಿದೆ. <box>26 1488 377 1529</box>
vds-body <box>759 1453 1530 1589</box>
paragraph: ವಿಜ್ಞಾನಿಗಳನ್ನು ಕೊಂಡರೆ: ಎಲ್ಲರನ್ನೂ ಹಾಗೂ ಲಿಂಗಾಯತರು ಬೇರೆ. ಶಿವಾನುಭವ ದೇಶ ಮಾಡಲು ಯಾವುದೇ ಕಾರ್ಯಕ್ರಮ ಸಾಧ್ಯವಿಲ್ಲ. ಇಬ್ಬರೂ ಒಂದೇ. ಎಂದು ಎಂಬ ಸಭೆ ಅಳವ ಖಂಡ್ರೆ ಪ್ರತಿಪಾದಿಸಿದರು. ಸಂಗ್ರಹಾರೆಯೊಂದಿಗೆ ಮಾತಾಡಿದ ವೀರಶೈವ–ಲಿಂಗಾಯತ <box>766 694 1116 737</box>
lead-middle-column <box>403 221 1116 761</box>
